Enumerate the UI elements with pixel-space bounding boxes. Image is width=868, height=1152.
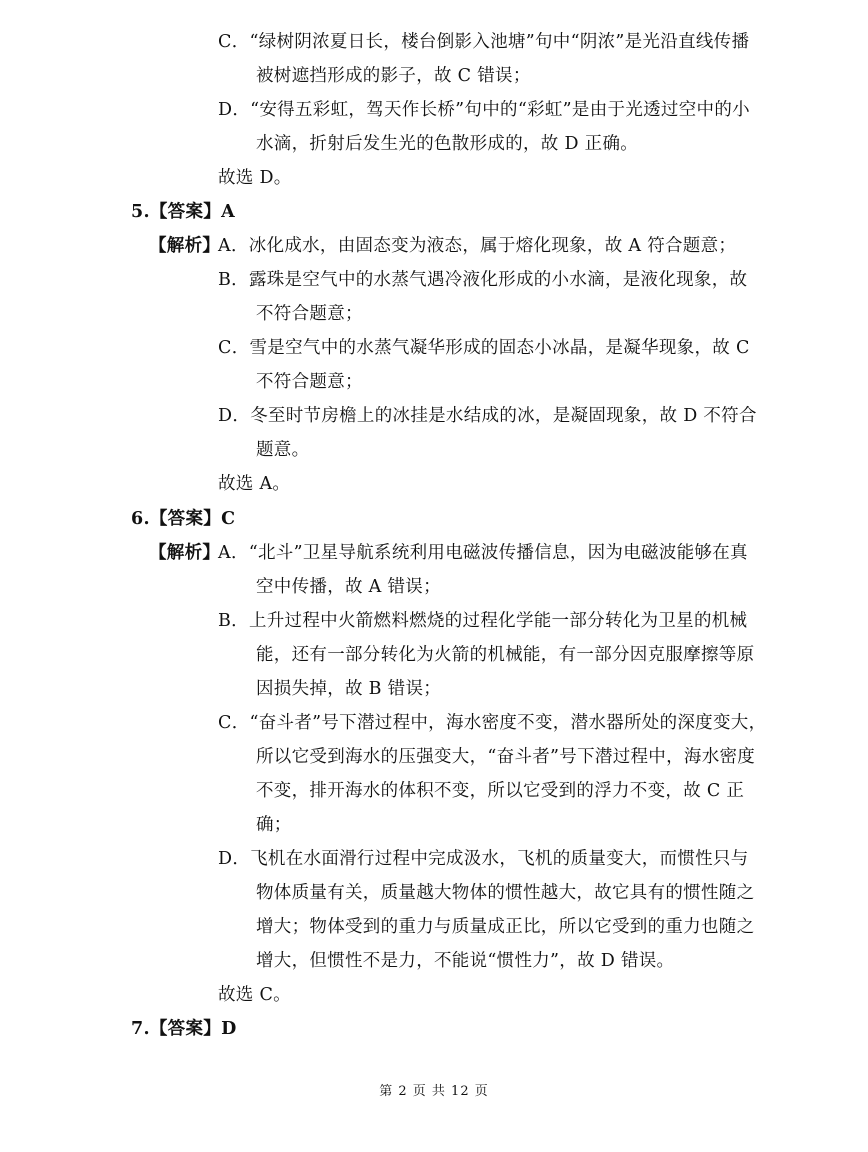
q5-answer-heading: 5.【答案】A — [131, 202, 235, 222]
q7-answer-heading: 7.【答案】D — [131, 1019, 237, 1039]
q5-option-b-line2: 不符合题意； — [256, 304, 363, 324]
q6-option-d-line4: 增大，但惯性不是力，不能说“惯性力”，故 D 错误。 — [256, 951, 675, 971]
q6-option-b-line2: 能，还有一部分转化为火箭的机械能，有一部分因克服摩擦等原 — [256, 645, 755, 665]
q6-option-a-line2: 空中传播，故 A 错误； — [256, 577, 441, 597]
q4-option-c-line2: 被树遮挡形成的影子，故 C 错误； — [256, 66, 531, 86]
q5-conclusion: 故选 A。 — [218, 474, 291, 494]
q6-analysis-label: 【解析】 — [149, 543, 221, 563]
q6-option-b-line1: B．上升过程中火箭燃料燃烧的过程化学能一部分转化为卫星的机械 — [218, 611, 748, 631]
q5-option-c-line1: C．雪是空气中的水蒸气凝华形成的固态小冰晶，是凝华现象，故 C — [218, 338, 750, 358]
q4-option-d-line1: D．“安得五彩虹，驾天作长桥”句中的“彩虹”是由于光透过空中的小 — [218, 100, 750, 120]
q6-option-b-line3: 因损失掉，故 B 错误； — [256, 679, 442, 699]
page-footer-number: 第 2 页 共 12 页 — [379, 1084, 489, 1099]
q6-answer-heading: 6.【答案】C — [131, 509, 236, 529]
q5-analysis-label: 【解析】 — [149, 236, 221, 256]
q4-option-d-line2: 水滴，折射后发生光的色散形成的，故 D 正确。 — [256, 134, 639, 154]
q6-option-d-line3: 增大；物体受到的重力与质量成正比，所以它受到的重力也随之 — [256, 917, 755, 937]
q6-conclusion: 故选 C。 — [218, 985, 291, 1005]
q5-option-a-line1: A．冰化成水，由固态变为液态，属于熔化现象，故 A 符合题意； — [218, 236, 737, 256]
q5-option-d-line2: 题意。 — [256, 440, 310, 460]
q6-option-a-line1: A．“北斗”卫星导航系统利用电磁波传播信息，因为电磁波能够在真 — [218, 543, 748, 563]
q6-option-c-line4: 确； — [256, 815, 292, 835]
q6-option-c-line1: C．“奋斗者”号下潜过程中，海水密度不变，潜水器所处的深度变大， — [218, 713, 767, 733]
q4-option-c-line1: C．“绿树阴浓夏日长，楼台倒影入池塘”句中“阴浓”是光沿直线传播 — [218, 32, 750, 52]
q5-option-b-line1: B．露珠是空气中的水蒸气遇冷液化形成的小水滴，是液化现象，故 — [218, 270, 748, 290]
q6-option-c-line2: 所以它受到海水的压强变大，“奋斗者”号下潜过程中，海水密度 — [256, 747, 756, 767]
q6-option-c-line3: 不变，排开海水的体积不变，所以它受到的浮力不变，故 C 正 — [256, 781, 745, 801]
q6-option-d-line1: D．飞机在水面滑行过程中完成汲水，飞机的质量变大，而惯性只与 — [218, 849, 749, 869]
q5-option-d-line1: D．冬至时节房檐上的冰挂是水结成的冰，是凝固现象，故 D 不符合 — [218, 406, 757, 426]
q4-conclusion: 故选 D。 — [218, 168, 292, 188]
q6-option-d-line2: 物体质量有关，质量越大物体的惯性越大，故它具有的惯性随之 — [256, 883, 755, 903]
q5-option-c-line2: 不符合题意； — [256, 372, 363, 392]
